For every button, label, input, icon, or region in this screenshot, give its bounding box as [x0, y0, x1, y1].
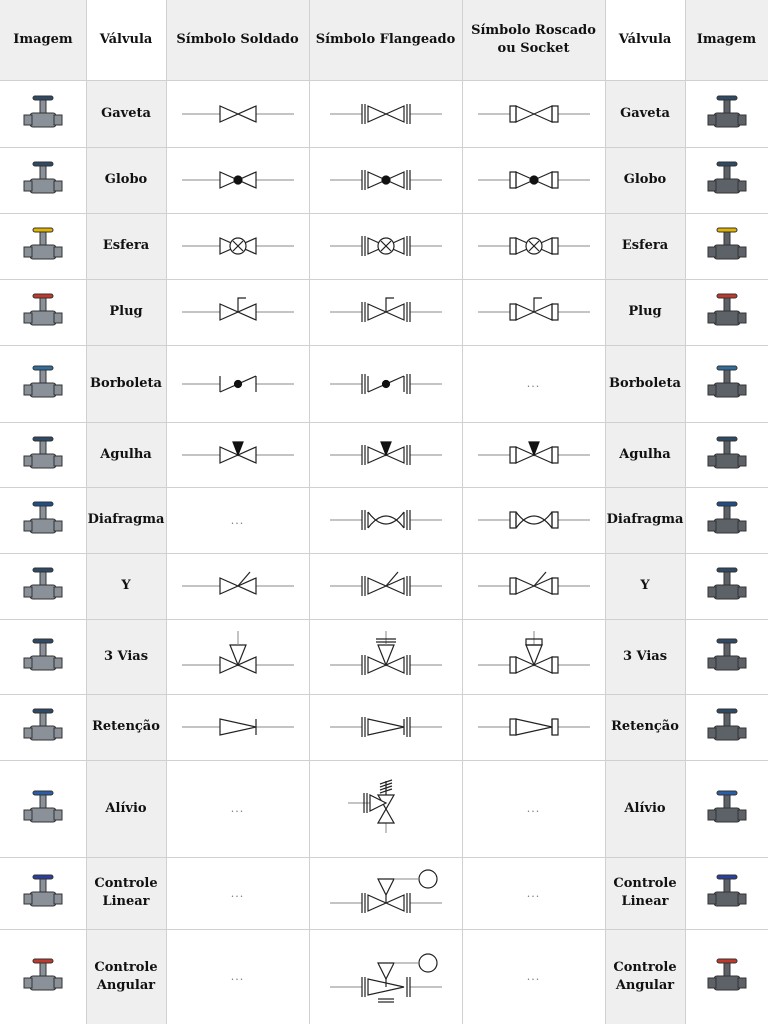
- valve-name-right: Controle Linear: [613, 876, 677, 909]
- valve-photo-right: [704, 361, 750, 407]
- image-cell-right: [685, 213, 768, 279]
- valve-name-cell-right: [605, 857, 685, 929]
- welded-symbol-cell: [166, 422, 309, 487]
- flanged-symbol-cell: [309, 487, 462, 553]
- table-row: [0, 279, 768, 345]
- welded-symbol-cell: [166, 619, 309, 694]
- flanged-symbol-cell: [309, 857, 462, 929]
- empty-marker: ...: [526, 970, 541, 983]
- table-row: [0, 694, 768, 760]
- valve-name-right: Gaveta: [620, 105, 670, 121]
- valve-photo-right: [704, 223, 750, 269]
- valve-photo-right: [704, 634, 750, 680]
- table-row: [0, 147, 768, 213]
- valve-photo-right: [704, 704, 750, 750]
- threaded-symbol: [474, 282, 594, 342]
- valve-name-cell-left: [86, 929, 166, 1024]
- image-cell-left: [0, 213, 86, 279]
- valve-photo-right: [704, 289, 750, 335]
- welded-symbol-cell: [166, 857, 309, 929]
- valve-photo-right: [704, 432, 750, 478]
- valve-photo-left: [20, 289, 66, 335]
- threaded-symbol: [474, 216, 594, 276]
- flanged-symbol-cell: [309, 619, 462, 694]
- flanged-symbol-cell: [309, 345, 462, 422]
- valve-photo-left: [20, 870, 66, 916]
- table-row: [0, 422, 768, 487]
- threaded-symbol-cell: [462, 694, 605, 760]
- image-cell-left: [0, 80, 86, 147]
- valve-name-cell-right: [605, 487, 685, 553]
- welded-symbol: [178, 150, 298, 210]
- valve-name-right: Borboleta: [609, 375, 681, 391]
- image-cell-left: [0, 929, 86, 1024]
- valve-name-right: 3 Vias: [622, 648, 668, 664]
- welded-symbol: [178, 84, 298, 144]
- threaded-symbol-cell: [462, 279, 605, 345]
- valve-name-left: 3 Vias: [103, 648, 149, 664]
- flanged-symbol: [326, 354, 446, 414]
- valve-name-left: Agulha: [100, 446, 152, 462]
- header-valve-right: Válvula: [618, 32, 672, 47]
- image-cell-right: [685, 279, 768, 345]
- image-cell-left: [0, 760, 86, 857]
- flanged-symbol-cell: [309, 760, 462, 857]
- flanged-symbol-cell: [309, 694, 462, 760]
- valve-name-right: Plug: [628, 304, 662, 319]
- flanged-symbol: [326, 947, 446, 1007]
- valve-name-cell-left: [86, 147, 166, 213]
- row-divider: [0, 694, 768, 695]
- row-divider: [0, 857, 768, 858]
- image-cell-right: [685, 929, 768, 1024]
- table-row: [0, 213, 768, 279]
- welded-symbol-cell: [166, 345, 309, 422]
- row-divider: [0, 760, 768, 761]
- valve-name-cell-left: [86, 80, 166, 147]
- flanged-symbol-cell: [309, 929, 462, 1024]
- header-valve-left: Válvula: [99, 32, 153, 47]
- valve-name-cell-right: [605, 619, 685, 694]
- row-divider: [0, 147, 768, 148]
- threaded-symbol-cell: [462, 760, 605, 857]
- valve-name-cell-right: [605, 213, 685, 279]
- header-flanged-symbol: Símbolo Flangeado: [309, 0, 462, 80]
- threaded-symbol: [474, 425, 594, 485]
- valve-name-cell-left: [86, 422, 166, 487]
- valve-photo-left: [20, 954, 66, 1000]
- valve-photo-left: [20, 223, 66, 269]
- valve-name-cell-left: [86, 694, 166, 760]
- valve-name-left: Controle Angular: [94, 959, 158, 993]
- column-divider: [166, 0, 167, 1024]
- welded-symbol: [178, 282, 298, 342]
- valve-name-cell-left: [86, 487, 166, 553]
- image-cell-right: [685, 553, 768, 619]
- table-row: [0, 857, 768, 929]
- valve-photo-right: [704, 954, 750, 1000]
- welded-symbol-cell: [166, 487, 309, 553]
- flanged-symbol: [326, 556, 446, 616]
- column-divider: [605, 0, 606, 1024]
- row-divider: [0, 487, 768, 488]
- empty-marker: ...: [230, 970, 245, 983]
- row-divider: [0, 422, 768, 423]
- image-cell-left: [0, 553, 86, 619]
- welded-symbol: [178, 354, 298, 414]
- row-divider: [0, 345, 768, 346]
- welded-symbol: [178, 627, 298, 687]
- threaded-symbol-cell: [462, 619, 605, 694]
- column-divider: [309, 0, 310, 1024]
- valve-photo-left: [20, 432, 66, 478]
- column-divider: [685, 0, 686, 1024]
- image-cell-right: [685, 422, 768, 487]
- threaded-symbol: [474, 627, 594, 687]
- valve-name-left: Retenção: [92, 719, 160, 734]
- image-cell-left: [0, 619, 86, 694]
- welded-symbol: [178, 216, 298, 276]
- valve-name-cell-right: [605, 929, 685, 1024]
- flanged-symbol-cell: [309, 213, 462, 279]
- valve-name-left: Globo: [104, 172, 148, 187]
- threaded-symbol-cell: [462, 213, 605, 279]
- valve-photo-left: [20, 634, 66, 680]
- valve-name-left: Controle Linear: [94, 876, 158, 909]
- valve-photo-left: [20, 91, 66, 137]
- threaded-symbol-cell: [462, 487, 605, 553]
- valve-name-left: Borboleta: [90, 375, 162, 391]
- valve-photo-left: [20, 361, 66, 407]
- flanged-symbol-cell: [309, 279, 462, 345]
- welded-symbol: [178, 425, 298, 485]
- flanged-symbol: [326, 150, 446, 210]
- column-divider: [462, 0, 463, 1024]
- welded-symbol-cell: [166, 694, 309, 760]
- valve-photo-right: [704, 497, 750, 543]
- image-cell-left: [0, 147, 86, 213]
- valve-photo-right: [704, 870, 750, 916]
- welded-symbol-cell: [166, 760, 309, 857]
- header-threaded-symbol: Símbolo Roscado ou Socket: [462, 0, 605, 80]
- valve-name-cell-right: [605, 279, 685, 345]
- threaded-symbol: [474, 556, 594, 616]
- valve-name-cell-left: [86, 279, 166, 345]
- empty-marker: ...: [230, 513, 245, 527]
- flanged-symbol: [326, 425, 446, 485]
- valve-name-cell-left: [86, 345, 166, 422]
- welded-symbol-cell: [166, 929, 309, 1024]
- image-cell-left: [0, 279, 86, 345]
- valve-name-left: Diafragma: [87, 512, 165, 527]
- column-divider: [86, 0, 87, 1024]
- welded-symbol: [178, 556, 298, 616]
- valve-name-right: Y: [640, 578, 650, 593]
- threaded-symbol: [474, 490, 594, 550]
- image-cell-right: [685, 147, 768, 213]
- valve-name-right: Diafragma: [606, 512, 684, 527]
- row-divider: [0, 619, 768, 620]
- row-divider: [0, 279, 768, 280]
- row-divider: [0, 553, 768, 554]
- threaded-symbol-cell: [462, 345, 605, 422]
- image-cell-left: [0, 487, 86, 553]
- valve-name-right: Controle Angular: [613, 959, 677, 993]
- flanged-symbol-cell: [309, 147, 462, 213]
- table-row: [0, 553, 768, 619]
- valve-name-left: Esfera: [102, 238, 150, 253]
- welded-symbol: [178, 697, 298, 757]
- welded-symbol-cell: [166, 80, 309, 147]
- flanged-symbol: [326, 627, 446, 687]
- welded-symbol-cell: [166, 213, 309, 279]
- valve-name-cell-left: [86, 213, 166, 279]
- row-divider: [0, 80, 768, 81]
- valve-name-left: Y: [121, 578, 131, 593]
- valve-photo-right: [704, 91, 750, 137]
- valve-name-cell-right: [605, 80, 685, 147]
- image-cell-left: [0, 345, 86, 422]
- threaded-symbol-cell: [462, 147, 605, 213]
- table-row: [0, 619, 768, 694]
- welded-symbol-cell: [166, 147, 309, 213]
- valve-photo-left: [20, 786, 66, 832]
- empty-marker: ...: [526, 802, 541, 815]
- table-row: [0, 345, 768, 422]
- valve-name-right: Retenção: [611, 719, 679, 734]
- image-cell-right: [685, 857, 768, 929]
- flanged-symbol: [326, 779, 446, 839]
- valve-name-right: Esfera: [621, 238, 669, 253]
- valve-name-left: Alívio: [105, 800, 147, 816]
- flanged-symbol: [326, 490, 446, 550]
- table-row: [0, 929, 768, 1024]
- valve-name-left: Gaveta: [101, 105, 151, 121]
- empty-marker: ...: [230, 886, 245, 900]
- valve-name-right: Globo: [623, 172, 667, 187]
- threaded-symbol: [474, 84, 594, 144]
- valve-photo-right: [704, 157, 750, 203]
- flanged-symbol-cell: [309, 553, 462, 619]
- valve-name-cell-right: [605, 422, 685, 487]
- flanged-symbol: [326, 697, 446, 757]
- row-divider: [0, 929, 768, 930]
- flanged-symbol: [326, 282, 446, 342]
- valve-photo-left: [20, 497, 66, 543]
- threaded-symbol-cell: [462, 422, 605, 487]
- row-divider: [0, 213, 768, 214]
- image-cell-left: [0, 857, 86, 929]
- valve-name-right: Agulha: [619, 446, 671, 462]
- valve-photo-right: [704, 563, 750, 609]
- valve-name-cell-left: [86, 619, 166, 694]
- threaded-symbol: [474, 697, 594, 757]
- empty-marker: ...: [526, 377, 541, 390]
- valve-name-cell-right: [605, 345, 685, 422]
- table-row: [0, 760, 768, 857]
- valve-name-cell-right: [605, 760, 685, 857]
- header-image-left: Imagem: [0, 0, 86, 80]
- flanged-symbol-cell: [309, 80, 462, 147]
- threaded-symbol-cell: [462, 80, 605, 147]
- threaded-symbol-cell: [462, 929, 605, 1024]
- flanged-symbol: [326, 216, 446, 276]
- valve-photo-left: [20, 704, 66, 750]
- empty-marker: ...: [230, 802, 245, 815]
- table-row: [0, 487, 768, 553]
- valve-photo-right: [704, 786, 750, 832]
- flanged-symbol-cell: [309, 422, 462, 487]
- valve-name-cell-left: [86, 857, 166, 929]
- empty-marker: ...: [526, 886, 541, 900]
- welded-symbol-cell: [166, 279, 309, 345]
- valve-name-left: Plug: [109, 304, 143, 319]
- header-welded-symbol: Símbolo Soldado: [166, 0, 309, 80]
- valve-name-cell-right: [605, 553, 685, 619]
- image-cell-left: [0, 422, 86, 487]
- threaded-symbol: [474, 150, 594, 210]
- image-cell-right: [685, 619, 768, 694]
- image-cell-right: [685, 345, 768, 422]
- image-cell-right: [685, 694, 768, 760]
- image-cell-right: [685, 80, 768, 147]
- valve-name-cell-right: [605, 147, 685, 213]
- image-cell-right: [685, 760, 768, 857]
- welded-symbol-cell: [166, 553, 309, 619]
- threaded-symbol-cell: [462, 553, 605, 619]
- header-image-right: Imagem: [685, 0, 768, 80]
- table-row: [0, 80, 768, 147]
- image-cell-left: [0, 694, 86, 760]
- image-cell-right: [685, 487, 768, 553]
- valve-name-cell-left: [86, 760, 166, 857]
- valve-name-cell-right: [605, 694, 685, 760]
- threaded-symbol-cell: [462, 857, 605, 929]
- valve-photo-left: [20, 157, 66, 203]
- flanged-symbol: [326, 863, 446, 923]
- flanged-symbol: [326, 84, 446, 144]
- valve-photo-left: [20, 563, 66, 609]
- valve-name-cell-left: [86, 553, 166, 619]
- valve-name-right: Alívio: [624, 800, 666, 816]
